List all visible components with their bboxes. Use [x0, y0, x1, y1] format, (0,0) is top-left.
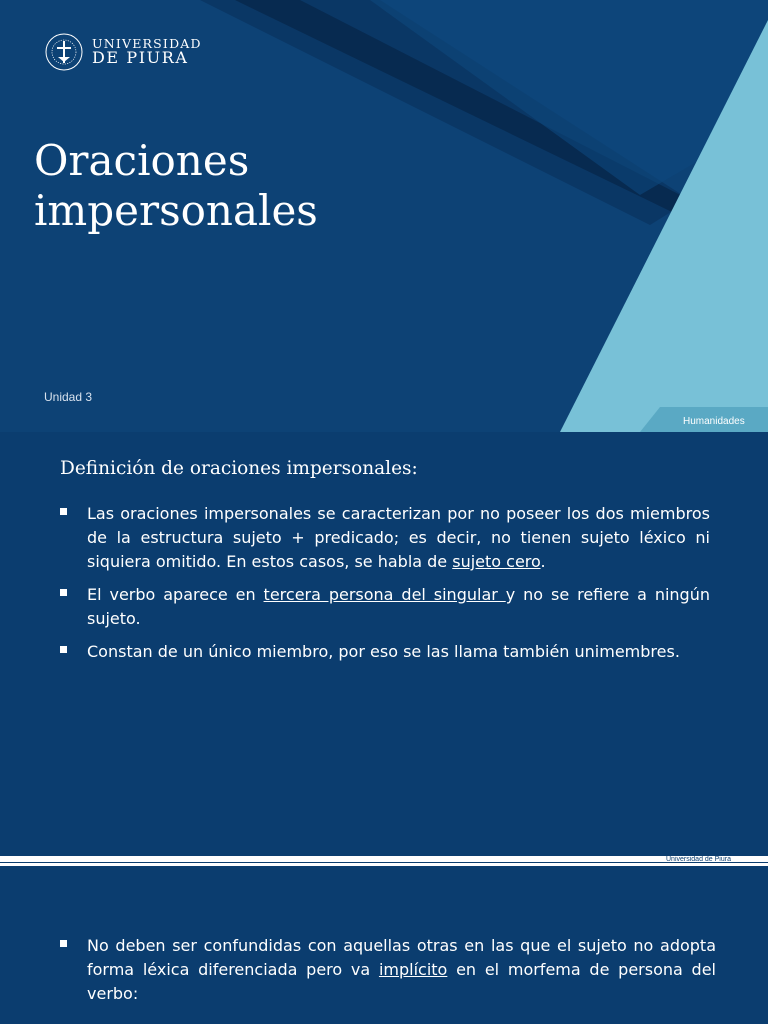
bullet-text: Constan de un único miembro, por eso se las llama también unimembres. — [87, 642, 680, 661]
bullet-text: Las oraciones impersonales se caracterizan por no poseer los dos miembros de la estructura sujeto + predicado; es decir, no tienen sujeto léxico ni siquiera omitido. En estos casos, se habla de — [87, 504, 710, 571]
underlined-term: implícito — [378, 960, 448, 979]
bullet-item — [56, 640, 710, 664]
square-bullet-icon — [60, 589, 67, 596]
bullet-item — [56, 502, 710, 574]
logo-text-line2: DE PIURA — [92, 48, 189, 68]
bullet-item — [56, 583, 710, 631]
department-tag: Humanidades — [683, 416, 745, 427]
university-logo — [44, 32, 202, 72]
slide-title-line1: Oraciones — [34, 136, 250, 185]
title-slide — [0, 0, 768, 432]
logo-text-line1: UNIVERSIDAD — [92, 36, 202, 52]
square-bullet-icon — [60, 508, 67, 515]
definition-slide — [0, 432, 768, 856]
footer-label: Universidad de Piura — [666, 856, 731, 863]
slide-title-line2: impersonales — [34, 186, 318, 235]
underlined-term: tercera persona del singular — [263, 585, 506, 604]
square-bullet-icon — [60, 646, 67, 653]
slide-divider — [0, 856, 768, 866]
section-heading: Definición de oraciones impersonales: — [60, 458, 418, 479]
unit-label: Unidad 3 — [44, 390, 93, 404]
bullet-text: No deben ser confundidas con aquellas otras en las que el sujeto no adopta forma léxica diferenciada pero va — [87, 936, 716, 979]
underlined-term: sujeto cero — [452, 552, 541, 571]
divider-rule — [0, 862, 768, 863]
bullet-list — [56, 502, 710, 673]
square-bullet-icon — [60, 940, 67, 947]
bullet-text-end: en el morfema de persona del verbo: — [87, 960, 717, 1003]
slide-title — [34, 136, 554, 236]
bullet-text-end: . — [540, 552, 546, 571]
university-seal-icon — [44, 32, 84, 72]
bullet-item — [56, 934, 716, 1006]
bullet-text: El verbo aparece en — [87, 585, 264, 604]
continuation-slide — [0, 866, 768, 1024]
bullet-text-end: y no se refiere a ningún sujeto. — [87, 585, 710, 628]
bullet-list — [56, 934, 716, 1015]
